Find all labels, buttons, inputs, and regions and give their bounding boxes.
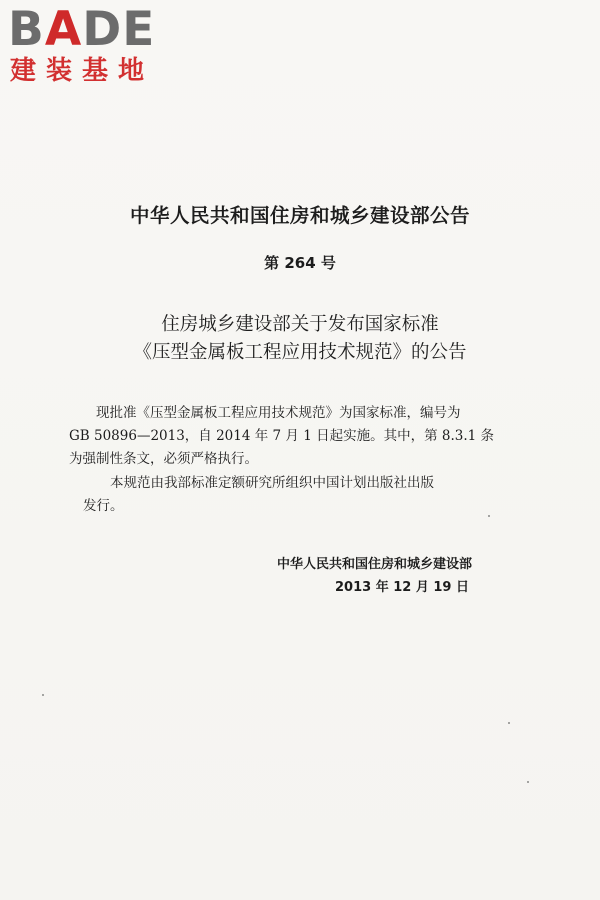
bade-logo: [8, 4, 176, 88]
paragraph2-line2: 发行。: [83, 498, 124, 514]
logo-wordmark: [8, 4, 155, 56]
scan-speck: [508, 722, 510, 724]
logo-mark-accent: A: [44, 2, 83, 57]
signature-organization: 中华人民共和国住房和城乡建设部: [276, 557, 472, 572]
announcement-subtitle-line2: 《压型金属板工程应用技术规范》的公告: [133, 342, 467, 363]
paragraph2-line1: 本规范由我部标准定额研究所组织中国计划出版社出版: [110, 475, 434, 491]
paragraph1-line2: GB 50896—2013，自 2014 年 7 月 1 日起实施。其中，第 8.3.1 条: [69, 428, 495, 444]
announcement-title: 中华人民共和国住房和城乡建设部公告: [129, 204, 470, 227]
scan-speck: [42, 694, 44, 696]
logo-subtitle: 建装基地: [10, 56, 155, 86]
announcement-subtitle-line1: 住房城乡建设部关于发布国家标准: [161, 314, 439, 335]
body-paragraph-2: [83, 472, 511, 518]
paragraph1-line1: 现批准《压型金属板工程应用技术规范》为国家标准，编号为: [96, 405, 461, 421]
scan-speck: [527, 781, 529, 783]
body-paragraph-1: [69, 402, 511, 471]
announcement-number: 第 264 号: [264, 254, 336, 272]
logo-mark-prefix: B: [8, 2, 45, 57]
signature-date: 2013 年 12 月 19 日: [335, 580, 469, 595]
logo-mark-suffix: DE: [82, 2, 156, 57]
scan-speck: [488, 515, 490, 517]
paragraph1-line3: 为强制性条文，必须严格执行。: [69, 451, 258, 467]
